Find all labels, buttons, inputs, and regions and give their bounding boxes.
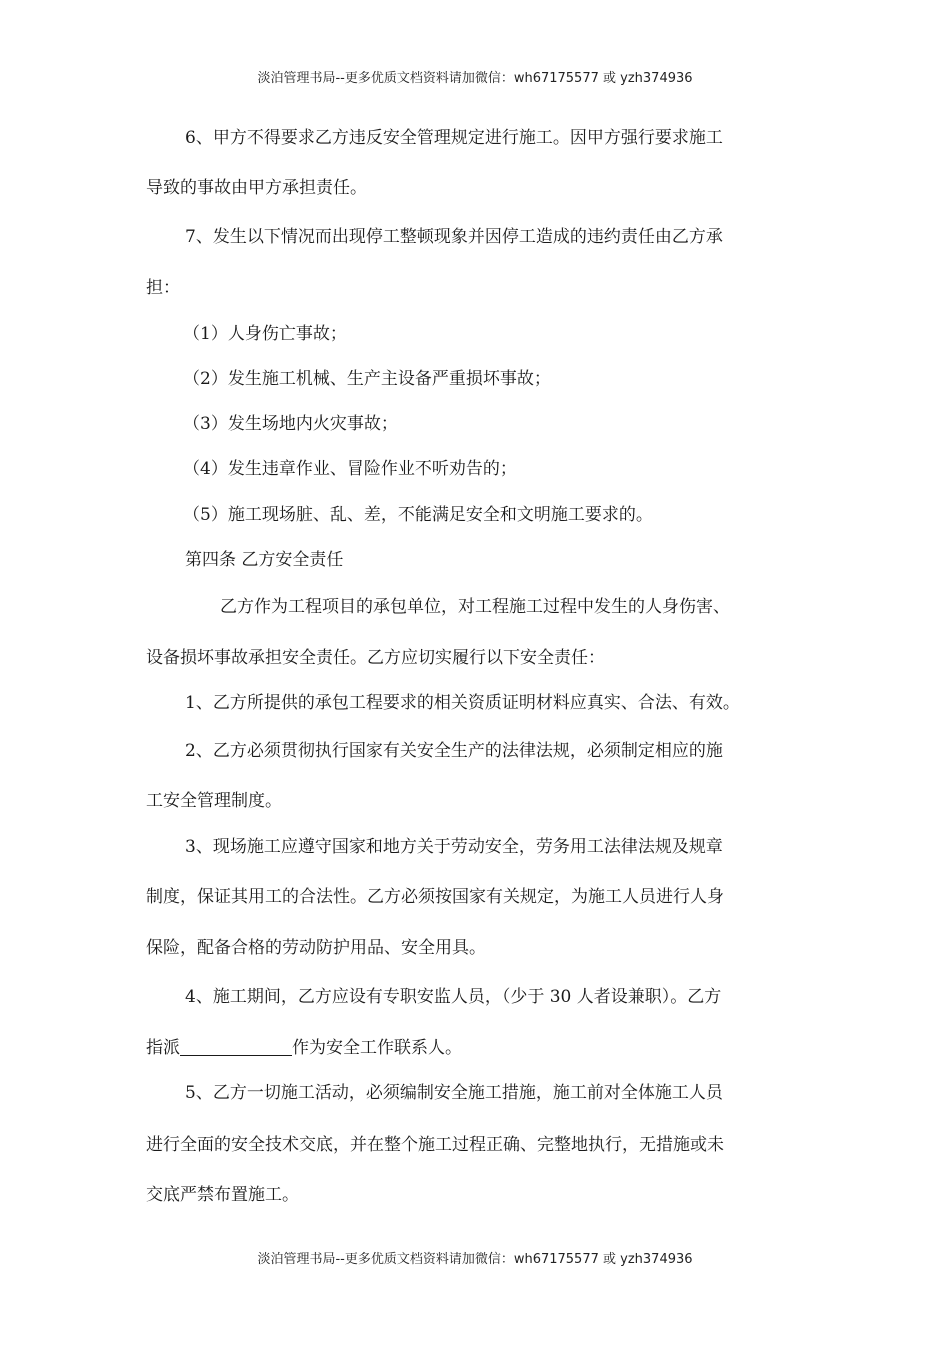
body-line: 设备损坏事故承担安全责任。乙方应切实履行以下安全责任： — [146, 648, 605, 668]
body-line: 3、现场施工应遵守国家和地方关于劳动安全，劳务用工法律法规及规章 — [185, 837, 723, 857]
section-heading: 第四条 乙方安全责任 — [185, 550, 344, 570]
body-line: 4、施工期间，乙方应设有专职安监人员，（少于 30 人者设兼职）。乙方 — [185, 987, 722, 1007]
body-line: 担： — [146, 278, 180, 298]
body-line: 进行全面的安全技术交底，并在整个施工过程正确、完整地执行，无措施或未 — [146, 1135, 724, 1155]
body-line: 交底严禁布置施工。 — [146, 1185, 299, 1205]
body-line: 6、甲方不得要求乙方违反安全管理规定进行施工。因甲方强行要求施工 — [185, 128, 723, 148]
body-line: 乙方作为工程项目的承包单位，对工程施工过程中发生的人身伤害、 — [220, 597, 730, 617]
list-item: （5）施工现场脏、乱、差，不能满足安全和文明施工要求的。 — [183, 505, 653, 525]
list-item: （2）发生施工机械、生产主设备严重损坏事故； — [183, 369, 551, 389]
body-line: 7、发生以下情况而出现停工整顿现象并因停工造成的违约责任由乙方承 — [185, 227, 723, 247]
body-line: 5、乙方一切施工活动，必须编制安全施工措施，施工前对全体施工人员 — [185, 1083, 723, 1103]
body-line: 1、乙方所提供的承包工程要求的相关资质证明材料应真实、合法、有效。 — [185, 693, 740, 713]
page-header: 淡泊管理书局--更多优质文档资料请加微信：wh67175577 或 yzh374936 — [257, 71, 693, 86]
body-line: 保险，配备合格的劳动防护用品、安全用具。 — [146, 938, 486, 958]
assign-prefix: 指派 — [146, 1038, 180, 1058]
body-line: 制度，保证其用工的合法性。乙方必须按国家有关规定，为施工人员进行人身 — [146, 887, 724, 907]
list-item: （1）人身伤亡事故； — [183, 324, 347, 344]
list-item: （4）发生违章作业、冒险作业不听劝告的； — [183, 459, 517, 479]
assign-line — [146, 1038, 462, 1058]
page-footer: 淡泊管理书局--更多优质文档资料请加微信：wh67175577 或 yzh374936 — [257, 1252, 693, 1267]
body-line: 2、乙方必须贯彻执行国家有关安全生产的法律法规，必须制定相应的施 — [185, 741, 723, 761]
signature-blank — [180, 1039, 292, 1056]
body-line: 导致的事故由甲方承担责任。 — [146, 178, 367, 198]
list-item: （3）发生场地内火灾事故； — [183, 414, 398, 434]
assign-suffix: 作为安全工作联系人。 — [292, 1038, 462, 1058]
body-line: 工安全管理制度。 — [146, 791, 282, 811]
